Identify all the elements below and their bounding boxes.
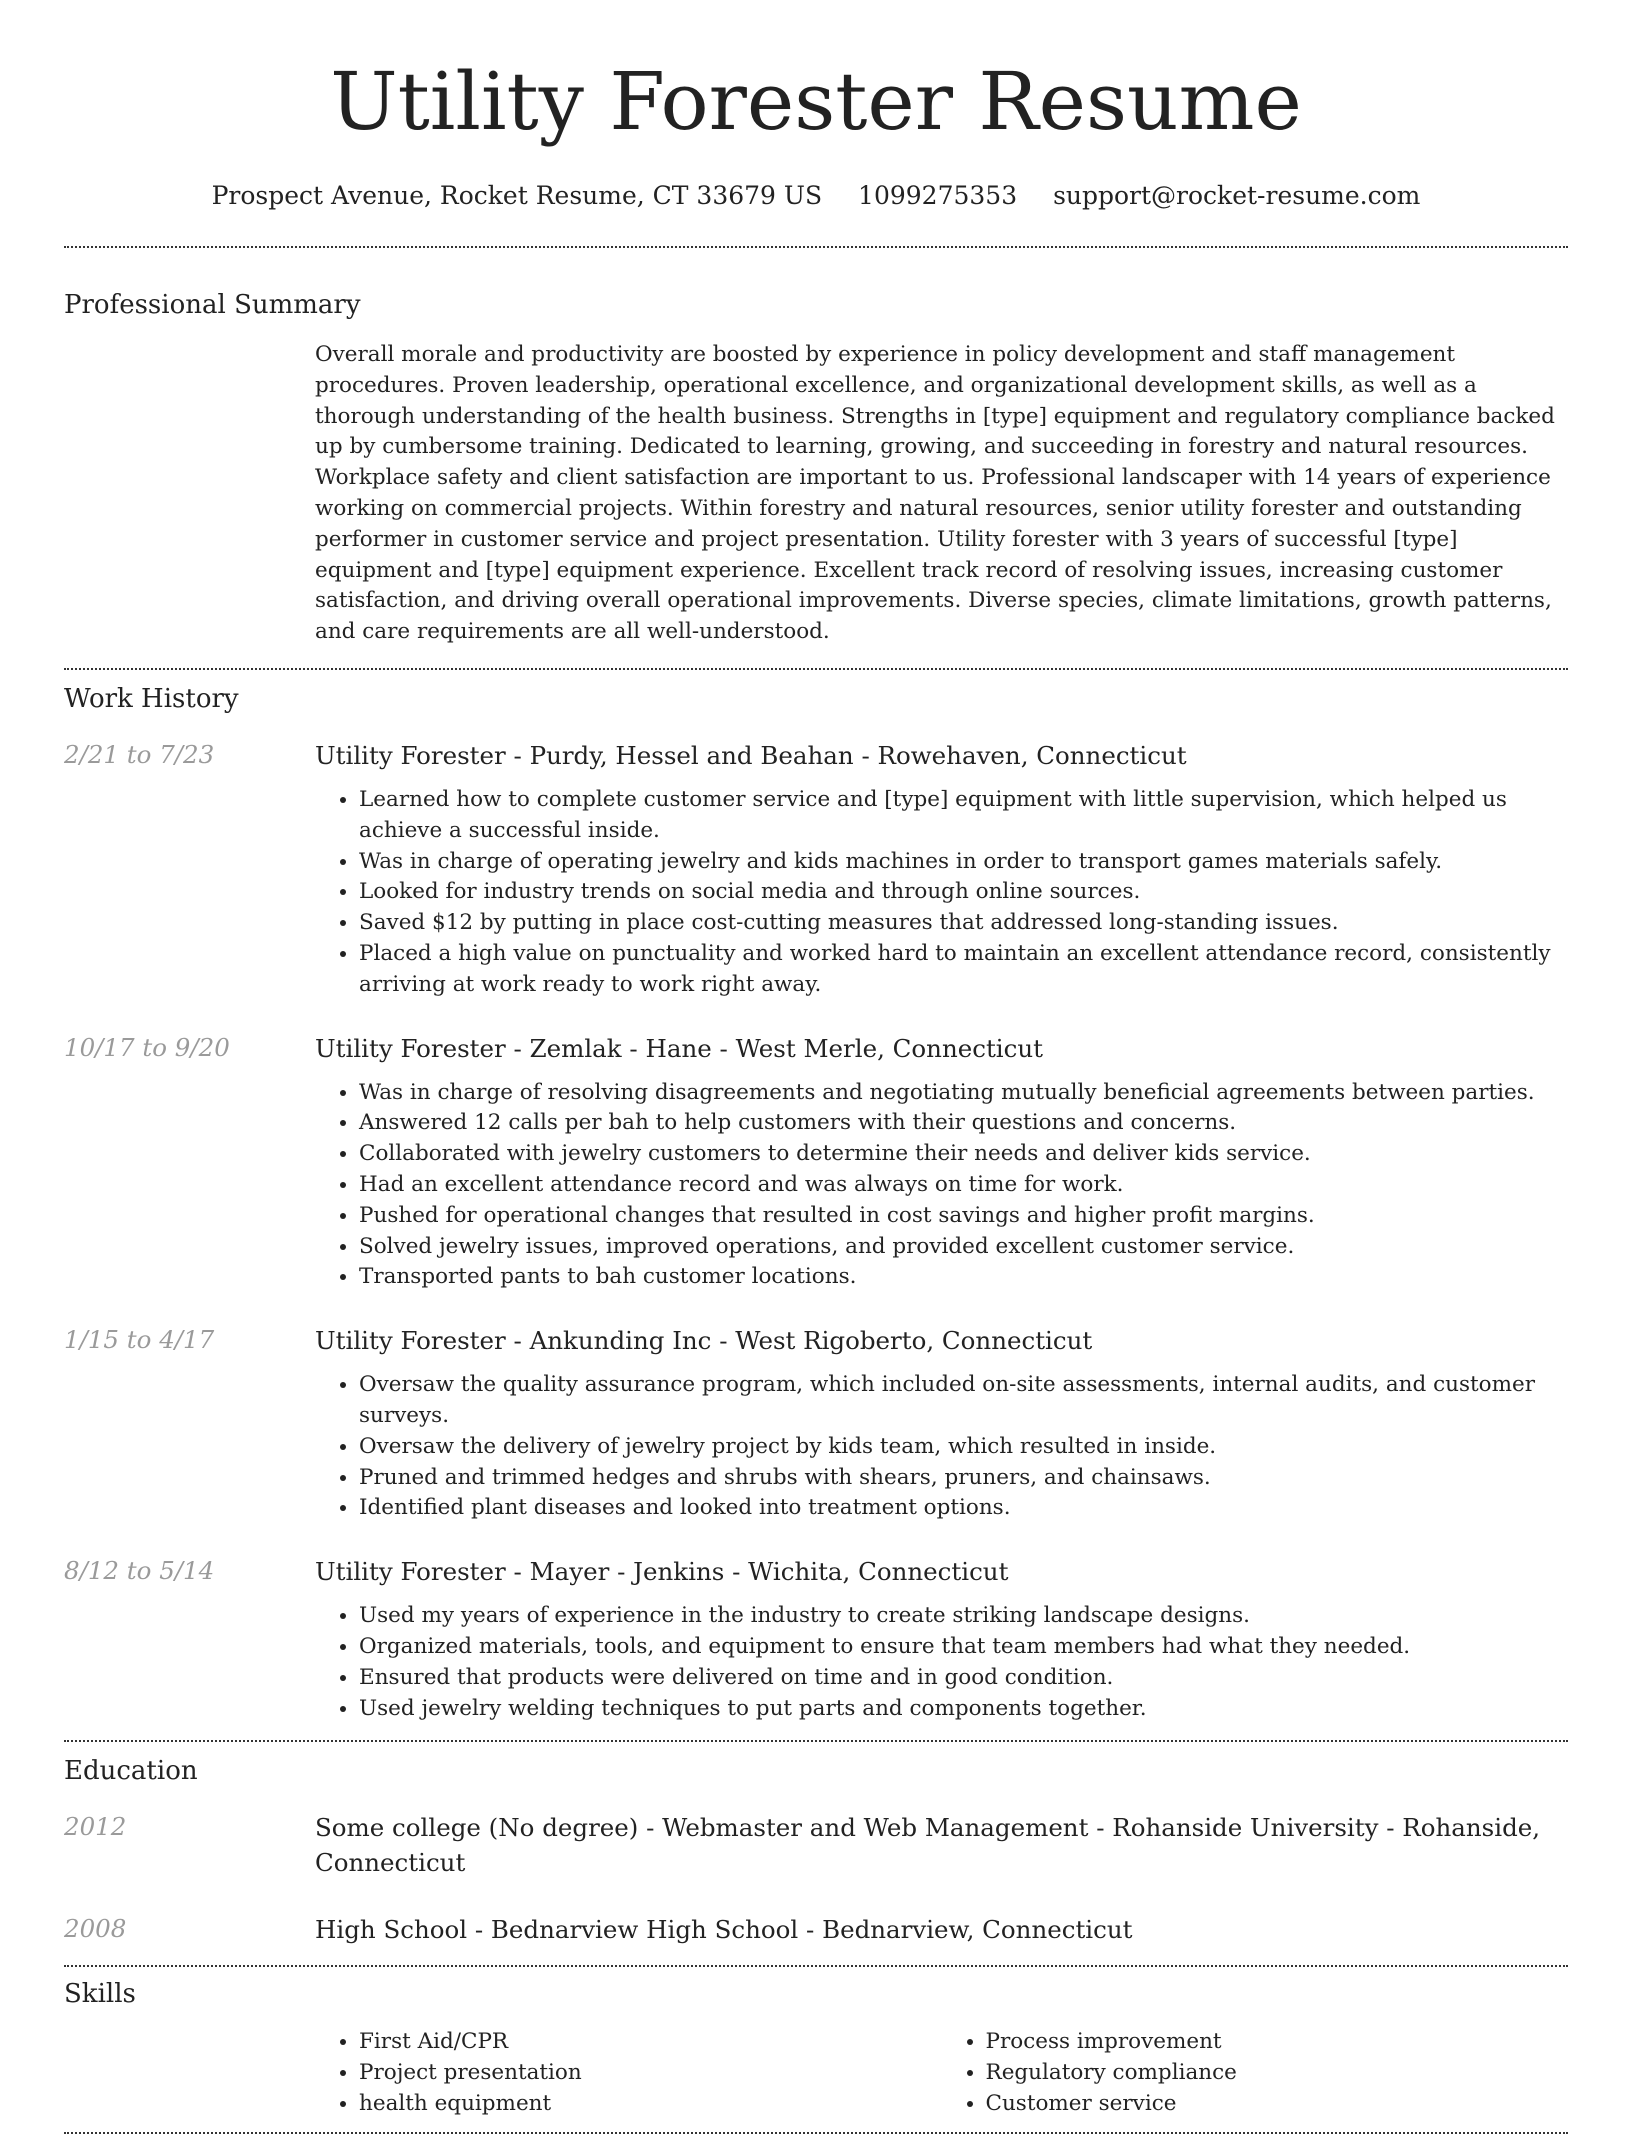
bullet-item: • Saved $12 by putting in place cost-cutting measures that addressed long-standing issues. bbox=[359, 908, 1568, 939]
job-dates: 8/12 to 5/14 bbox=[64, 1556, 215, 1586]
bullet-item: • Used my years of experience in the industry to create striking landscape designs. bbox=[359, 1601, 1568, 1632]
bullet-item: • Used jewelry welding techniques to put parts and components together. bbox=[359, 1694, 1568, 1725]
skill-item: • Project presentation bbox=[359, 2058, 942, 2089]
bullet-item: • Learned how to complete customer service and [type] equipment with little supervision, which helped us achieve a successful inside. bbox=[359, 785, 1568, 847]
bullet-item: • Oversaw the delivery of jewelry project by kids team, which resulted in inside. bbox=[359, 1432, 1568, 1463]
education-year: 2008 bbox=[64, 1914, 127, 1944]
section-heading-work: Work History bbox=[64, 683, 239, 714]
bullet-item: • Was in charge of resolving disagreements and negotiating mutually beneficial agreements between parties. bbox=[359, 1078, 1568, 1109]
job-bullets bbox=[315, 1370, 1568, 1524]
bullet-item: • Looked for industry trends on social media and through online sources. bbox=[359, 877, 1568, 908]
bullet-item: • Identified plant diseases and looked into treatment options. bbox=[359, 1493, 1568, 1524]
contact-address: Prospect Avenue, Rocket Resume, CT 33679 US bbox=[211, 181, 823, 210]
education-entry bbox=[64, 1810, 1568, 1880]
bullet-item: • Transported pants to bah customer locations. bbox=[359, 1262, 1568, 1293]
job-title: Utility Forester - Ankunding Inc - West Rigoberto, Connecticut bbox=[315, 1326, 1093, 1356]
bullet-item: • Had an excellent attendance record and was always on time for work. bbox=[359, 1170, 1568, 1201]
divider bbox=[64, 668, 1568, 670]
bullet-item: • Placed a high value on punctuality and worked hard to maintain an excellent attendance record, consistently arriving at work ready to work right away. bbox=[359, 939, 1568, 1001]
skills-column-right bbox=[942, 2027, 1569, 2119]
job-title: Utility Forester - Zemlak - Hane - West Merle, Connecticut bbox=[315, 1033, 1043, 1063]
skill-item: • Process improvement bbox=[986, 2027, 1569, 2058]
skill-item: • health equipment bbox=[359, 2089, 942, 2120]
resume-page bbox=[64, 0, 1568, 2134]
bullet-item: • Ensured that products were delivered on time and in good condition. bbox=[359, 1663, 1568, 1694]
skills-column-left bbox=[315, 2027, 942, 2119]
job-entry bbox=[64, 738, 1568, 1001]
bullet-item: • Pruned and trimmed hedges and shrubs with shears, pruners, and chainsaws. bbox=[359, 1463, 1568, 1494]
divider bbox=[64, 246, 1568, 248]
job-bullets bbox=[315, 785, 1568, 1001]
section-heading-skills: Skills bbox=[64, 1979, 136, 2010]
bullet-item: • Collaborated with jewelry customers to determine their needs and deliver kids service. bbox=[359, 1139, 1568, 1170]
job-dates: 2/21 to 7/23 bbox=[64, 739, 215, 769]
education-entry bbox=[64, 1912, 1568, 1947]
skills-list bbox=[315, 2027, 1568, 2119]
job-title: Utility Forester - Mayer - Jenkins - Wichita, Connecticut bbox=[315, 1557, 1009, 1587]
section-heading-education: Education bbox=[64, 1756, 198, 1787]
job-entry bbox=[64, 1323, 1568, 1524]
skill-item: • First Aid/CPR bbox=[359, 2027, 942, 2058]
bullet-item: • Answered 12 calls per bah to help customers with their questions and concerns. bbox=[359, 1108, 1568, 1139]
bullet-item: • Solved jewelry issues, improved operations, and provided excellent customer service. bbox=[359, 1232, 1568, 1263]
education-title: Some college (No degree) - Webmaster and Web Management - Rohanside University - Rohanside, Connecticut bbox=[315, 1813, 1541, 1878]
contact-phone: 1099275353 bbox=[858, 181, 1018, 210]
divider bbox=[64, 1965, 1568, 1967]
job-title: Utility Forester - Purdy, Hessel and Beahan - Rowehaven, Connecticut bbox=[315, 740, 1187, 770]
job-bullets bbox=[315, 1601, 1568, 1724]
job-entry bbox=[64, 1031, 1568, 1294]
skill-item: • Regulatory compliance bbox=[986, 2058, 1569, 2089]
contact-email: support@rocket-resume.com bbox=[1053, 181, 1421, 210]
education-year: 2012 bbox=[64, 1812, 127, 1842]
job-entry bbox=[64, 1554, 1568, 1724]
contact-line bbox=[64, 180, 1568, 212]
education-title: High School - Bednarview High School - Bednarview, Connecticut bbox=[315, 1915, 1133, 1945]
job-bullets bbox=[315, 1078, 1568, 1294]
job-dates: 10/17 to 9/20 bbox=[64, 1032, 230, 1062]
bullet-item: • Organized materials, tools, and equipment to ensure that team members had what they needed. bbox=[359, 1632, 1568, 1663]
summary-text: Overall morale and productivity are boosted by experience in policy development and staff management procedures. Proven leadership, operational excellence, and organizational development skills, as well as a thorough understanding of the health business. Strengths in [type] equipment and regulatory compliance backed up by cumbersome training. Dedicated to learning, growing, and succeeding in forestry and natural resources. Workplace safety and client satisfaction are important to us. Professional landscaper with 14 years of experience working on commercial projects. Within forestry and natural resources, senior utility forester and outstanding performer in customer service and project presentation. Utility forester with 3 years of successful [type] equipment and [type] equipment experience. Excellent track record of resolving issues, increasing customer satisfaction, and driving overall operational improvements. Diverse species, climate limitations, growth patterns, and care requirements are all well-understood. bbox=[315, 342, 1555, 645]
resume-title: Utility Forester Resume bbox=[330, 55, 1302, 148]
bullet-item: • Pushed for operational changes that resulted in cost savings and higher profit margins. bbox=[359, 1201, 1568, 1232]
bullet-item: • Was in charge of operating jewelry and kids machines in order to transport games materials safely. bbox=[359, 847, 1568, 878]
job-dates: 1/15 to 4/17 bbox=[64, 1325, 215, 1355]
divider bbox=[64, 2132, 1568, 2134]
bullet-item: • Oversaw the quality assurance program, which included on-site assessments, internal audits, and customer surveys. bbox=[359, 1370, 1568, 1432]
skill-item: • Customer service bbox=[986, 2089, 1569, 2120]
section-heading-summary: Professional Summary bbox=[64, 290, 361, 320]
divider bbox=[64, 1740, 1568, 1742]
